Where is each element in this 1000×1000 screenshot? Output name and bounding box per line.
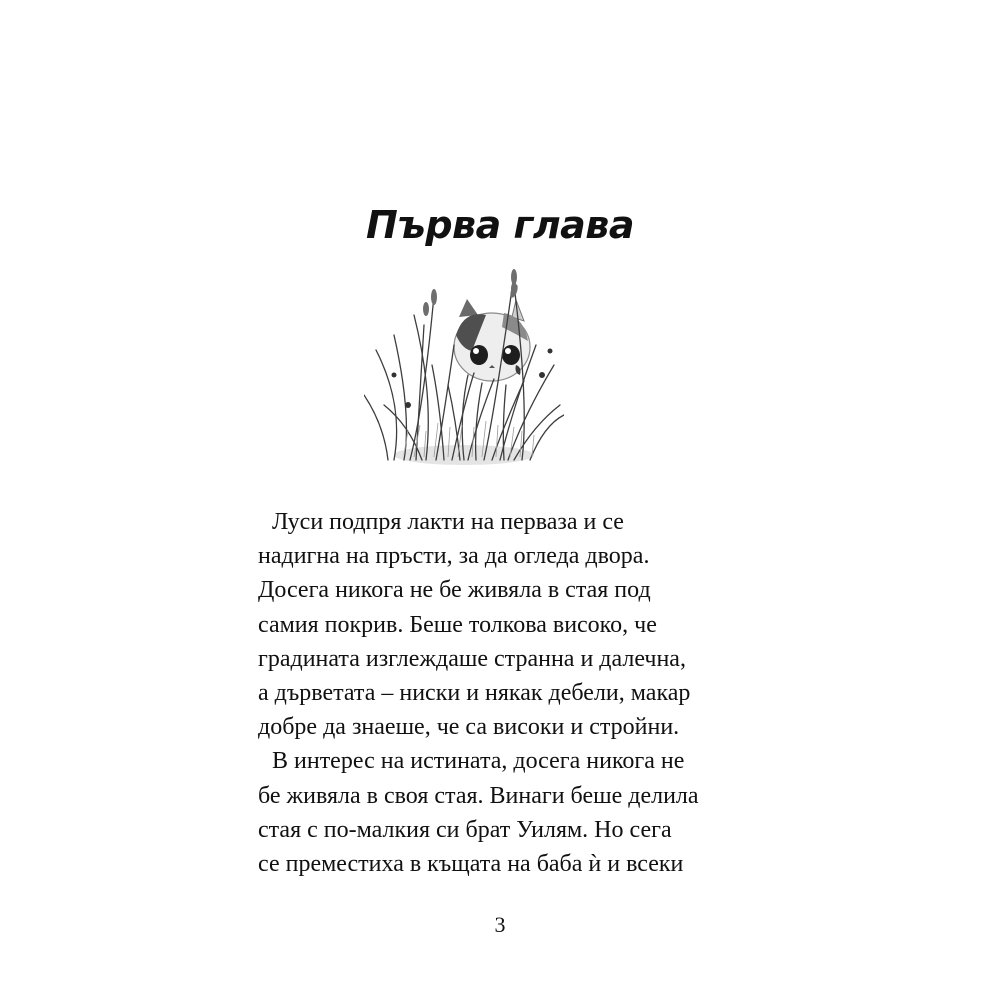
text-line: самия покрив. Беше толкова високо, че xyxy=(258,611,657,638)
text-line: стая с по-малкия си брат Уилям. Но сега xyxy=(258,816,672,843)
page-number: 3 xyxy=(494,912,506,937)
chapter-title: Първа глава xyxy=(366,203,634,247)
text-line: се преместиха в къщата на баба ѝ и всеки xyxy=(258,850,684,877)
text-line: надигна на пръсти, за да огледа двора. xyxy=(258,543,650,570)
text-line: а дърветата – ниски и някак дебели, макар xyxy=(258,679,691,706)
text-line: Досега никога не бе живяла в стая под xyxy=(258,577,651,604)
text-line: добре да знаеше, че са високи и стройни. xyxy=(258,714,680,741)
kitten-icon xyxy=(454,299,530,381)
text-line: Луси подпря лакти на перваза и се xyxy=(272,509,624,535)
kitten-in-grass-illustration xyxy=(364,255,564,475)
text-line: В интерес на истината, досега никога не xyxy=(272,748,685,775)
text-line: бе живяла в своя стая. Винаги беше делила xyxy=(258,782,699,809)
text-line: градината изглеждаше странна и далечна, xyxy=(258,645,686,672)
chapter-body-text xyxy=(258,505,728,881)
